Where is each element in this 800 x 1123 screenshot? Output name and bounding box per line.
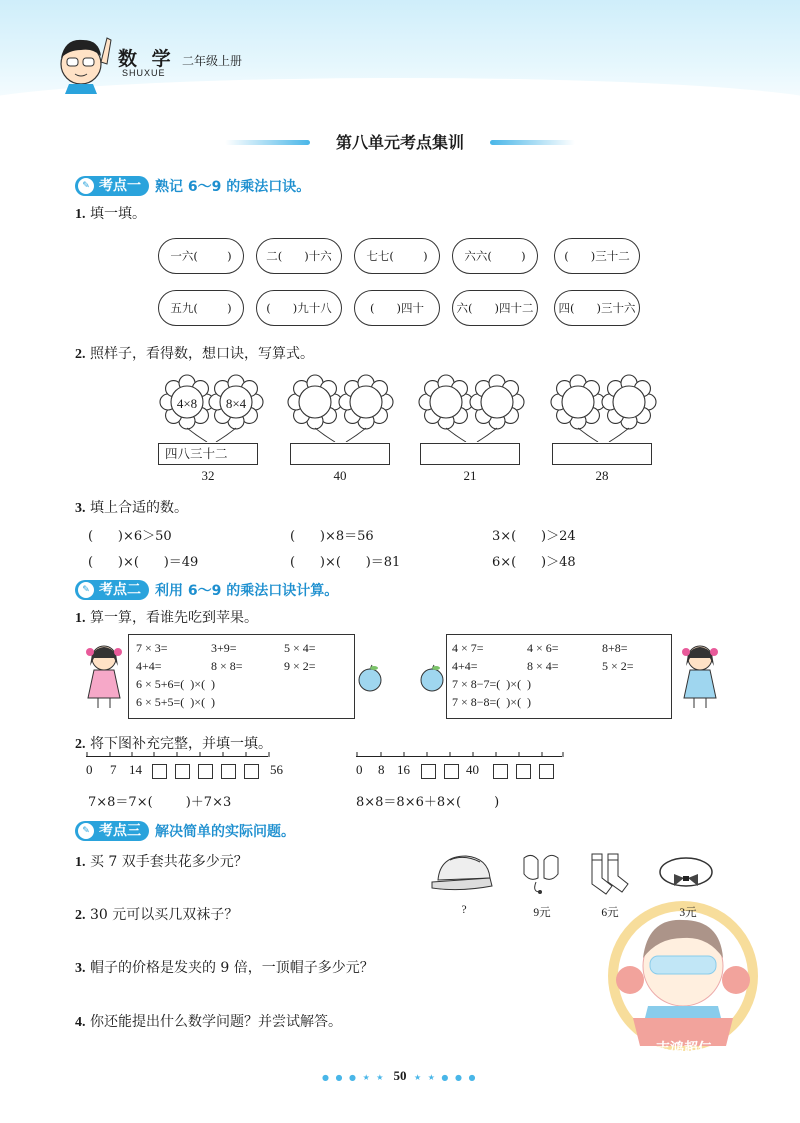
flower-center — [350, 386, 382, 418]
fill-item: ( )×( )＝81 — [290, 555, 401, 570]
question-2-2: 2. 将下图补充完整，并填一填。 — [75, 736, 272, 752]
question-1-1: 1. 填一填。 — [75, 206, 146, 222]
flower-stem — [187, 428, 207, 442]
price-label: 9元 — [533, 907, 551, 919]
section-heading-2 — [75, 580, 338, 600]
answer-box[interactable] — [290, 443, 390, 465]
calc-item: 5 × 2= — [602, 659, 634, 673]
section-heading-1 — [75, 176, 310, 196]
tick-label: 8 — [378, 762, 385, 777]
flower-center — [299, 386, 331, 418]
section-badge-2: ✎ 考点二 — [75, 580, 149, 600]
question-2-1: 1. 算一算，看谁先吃到苹果。 — [75, 610, 258, 626]
cloud-box: 五九( ) — [158, 290, 244, 326]
watermark-text: 志鸿超仁 — [656, 1041, 712, 1057]
pencil-icon: ✎ — [78, 823, 94, 839]
flower-stem — [446, 428, 466, 442]
blank-square[interactable] — [493, 764, 508, 779]
fill-item: 3×( )＞24 — [492, 529, 576, 544]
calc-item: 4+4= — [452, 659, 478, 673]
fill-item: ( )×8＝56 — [290, 529, 374, 544]
header-wave — [0, 78, 800, 138]
calc-item: 9 × 2= — [284, 659, 316, 673]
apple-icon — [356, 664, 384, 692]
blank-square[interactable] — [444, 764, 459, 779]
section-heading-3 — [75, 821, 295, 841]
tick-label: 0 — [86, 762, 93, 777]
flower — [470, 375, 524, 442]
blank-square[interactable] — [221, 764, 236, 779]
tick-label: 14 — [129, 762, 142, 777]
flower-center — [430, 386, 462, 418]
number-line-ticks — [356, 752, 564, 762]
fill-item: ( )×6＞50 — [88, 529, 172, 544]
apple-icon — [418, 664, 446, 692]
price-label: 3元 — [679, 907, 697, 919]
grade-label: 二年级上册 — [182, 54, 243, 68]
question-1-2: 2. 照样子，看得数，想口诀，写算式。 — [75, 346, 314, 362]
cloud-box: 六( )四十二 — [452, 290, 538, 326]
answer-box[interactable] — [552, 443, 652, 465]
section-badge-1: ✎ 考点一 — [75, 176, 149, 196]
product-value: 28 — [595, 468, 609, 483]
fill-item: ( )×( )＝49 — [88, 555, 199, 570]
pencil-icon: ✎ — [78, 178, 94, 194]
flower-stem — [315, 428, 335, 442]
cloud-box: 七七( ) — [354, 238, 440, 274]
cloud-box: 一六( ) — [158, 238, 244, 274]
calc-item: 4+4= — [136, 659, 162, 673]
subject-pinyin: SHUXUE — [122, 68, 166, 78]
mittens-icon — [518, 852, 564, 896]
flower-expression: 8×4 — [225, 396, 247, 411]
product-value: 40 — [333, 468, 347, 483]
equation: 8×8＝8×6＋8×( ) — [356, 795, 500, 810]
hairband-icon — [656, 852, 718, 896]
cloud-box: 二( )十六 — [256, 238, 342, 274]
subject-title: 数 学 — [118, 48, 175, 70]
tick-label: 56 — [270, 762, 283, 777]
price-label: ? — [461, 904, 467, 916]
cloud-box: 六六( ) — [452, 238, 538, 274]
calc-item: 7 × 8−7=( )×( ) — [452, 677, 532, 691]
calc-item: 5 × 4= — [284, 641, 316, 655]
answer-box-example: 四八三十二 — [158, 443, 258, 465]
cloud-box: ( )三十二 — [554, 238, 640, 274]
calc-item: 6 × 5+6=( )×( ) — [136, 677, 216, 691]
section-text-3: 解决简单的实际问题。 — [155, 824, 295, 840]
product-value: 21 — [463, 468, 477, 483]
flower-stem — [578, 428, 598, 442]
blank-square[interactable] — [421, 764, 436, 779]
cloud-box: 四( )三十六 — [554, 290, 640, 326]
calc-item: 4 × 7= — [452, 641, 484, 655]
tick-label: 0 — [356, 762, 363, 777]
mascot-icon — [55, 32, 115, 94]
calc-item: 4 × 6= — [527, 641, 559, 655]
flower-center — [613, 386, 645, 418]
flower — [551, 375, 605, 442]
flower — [419, 375, 473, 442]
unit-title: 第八单元考点集训 — [335, 133, 464, 152]
tick-label: 16 — [397, 762, 410, 777]
number-line-ticks — [86, 752, 270, 762]
calc-item: 8 × 8= — [211, 659, 243, 673]
cap-icon — [430, 850, 498, 896]
question-1-3: 3. 填上合适的数。 — [75, 500, 188, 516]
answer-box[interactable] — [420, 443, 520, 465]
flower-stem — [216, 428, 236, 442]
equation: 7×8＝7×( )＋7×3 — [88, 795, 232, 810]
flower-center — [562, 386, 594, 418]
section-text-1: 熟记 6～9 的乘法口诀。 — [155, 179, 311, 195]
flower-expression: 4×8 — [176, 396, 198, 411]
flower-stem — [609, 428, 629, 442]
flower — [339, 375, 393, 442]
cloud-box: ( )四十 — [354, 290, 440, 326]
question-3-1: 1. 买 7 双手套共花多少元？ — [75, 854, 248, 870]
price-label: 6元 — [601, 907, 619, 919]
flower — [288, 375, 342, 442]
flower — [602, 375, 656, 442]
product-value: 32 — [201, 468, 215, 483]
socks-icon — [584, 850, 632, 898]
question-3-3: 3. 帽子的价格是发夹的 9 倍，一顶帽子多少元？ — [75, 960, 374, 976]
blank-square[interactable] — [539, 764, 554, 779]
blank-square[interactable] — [175, 764, 190, 779]
calc-item: 6 × 5+5=( )×( ) — [136, 695, 216, 709]
star-decor-left: ● ● ● ★ ★ — [322, 1073, 386, 1082]
page-number: 50 — [393, 1068, 407, 1083]
calc-item: 8+8= — [602, 641, 628, 655]
blank-square[interactable] — [516, 764, 531, 779]
flower-center — [481, 386, 513, 418]
star-decor-right: ★ ★ ● ● ● — [414, 1073, 478, 1082]
tick-label: 7 — [110, 762, 117, 777]
question-3-2: 2. 30 元可以买几双袜子？ — [75, 907, 239, 923]
flower-stem — [477, 428, 497, 442]
calc-item: 7 × 8−8=( )×( ) — [452, 695, 532, 709]
girl-illustration-left — [84, 640, 126, 710]
cloud-box: ( )九十八 — [256, 290, 342, 326]
blank-square[interactable] — [244, 764, 259, 779]
tick-label: 40 — [466, 762, 479, 777]
girl-illustration-right — [680, 640, 722, 710]
pencil-icon: ✎ — [78, 582, 94, 598]
calc-item: 3+9= — [211, 641, 237, 655]
section-text-2: 利用 6～9 的乘法口诀计算。 — [155, 583, 339, 599]
section-badge-3: ✎ 考点三 — [75, 821, 149, 841]
blank-square[interactable] — [152, 764, 167, 779]
calc-item: 8 × 4= — [527, 659, 559, 673]
calc-item: 7 × 3= — [136, 641, 168, 655]
question-3-4: 4. 你还能提出什么数学问题？并尝试解答。 — [75, 1014, 342, 1030]
blank-square[interactable] — [198, 764, 213, 779]
flower-stem — [346, 428, 366, 442]
fill-item: 6×( )＞48 — [492, 555, 576, 570]
